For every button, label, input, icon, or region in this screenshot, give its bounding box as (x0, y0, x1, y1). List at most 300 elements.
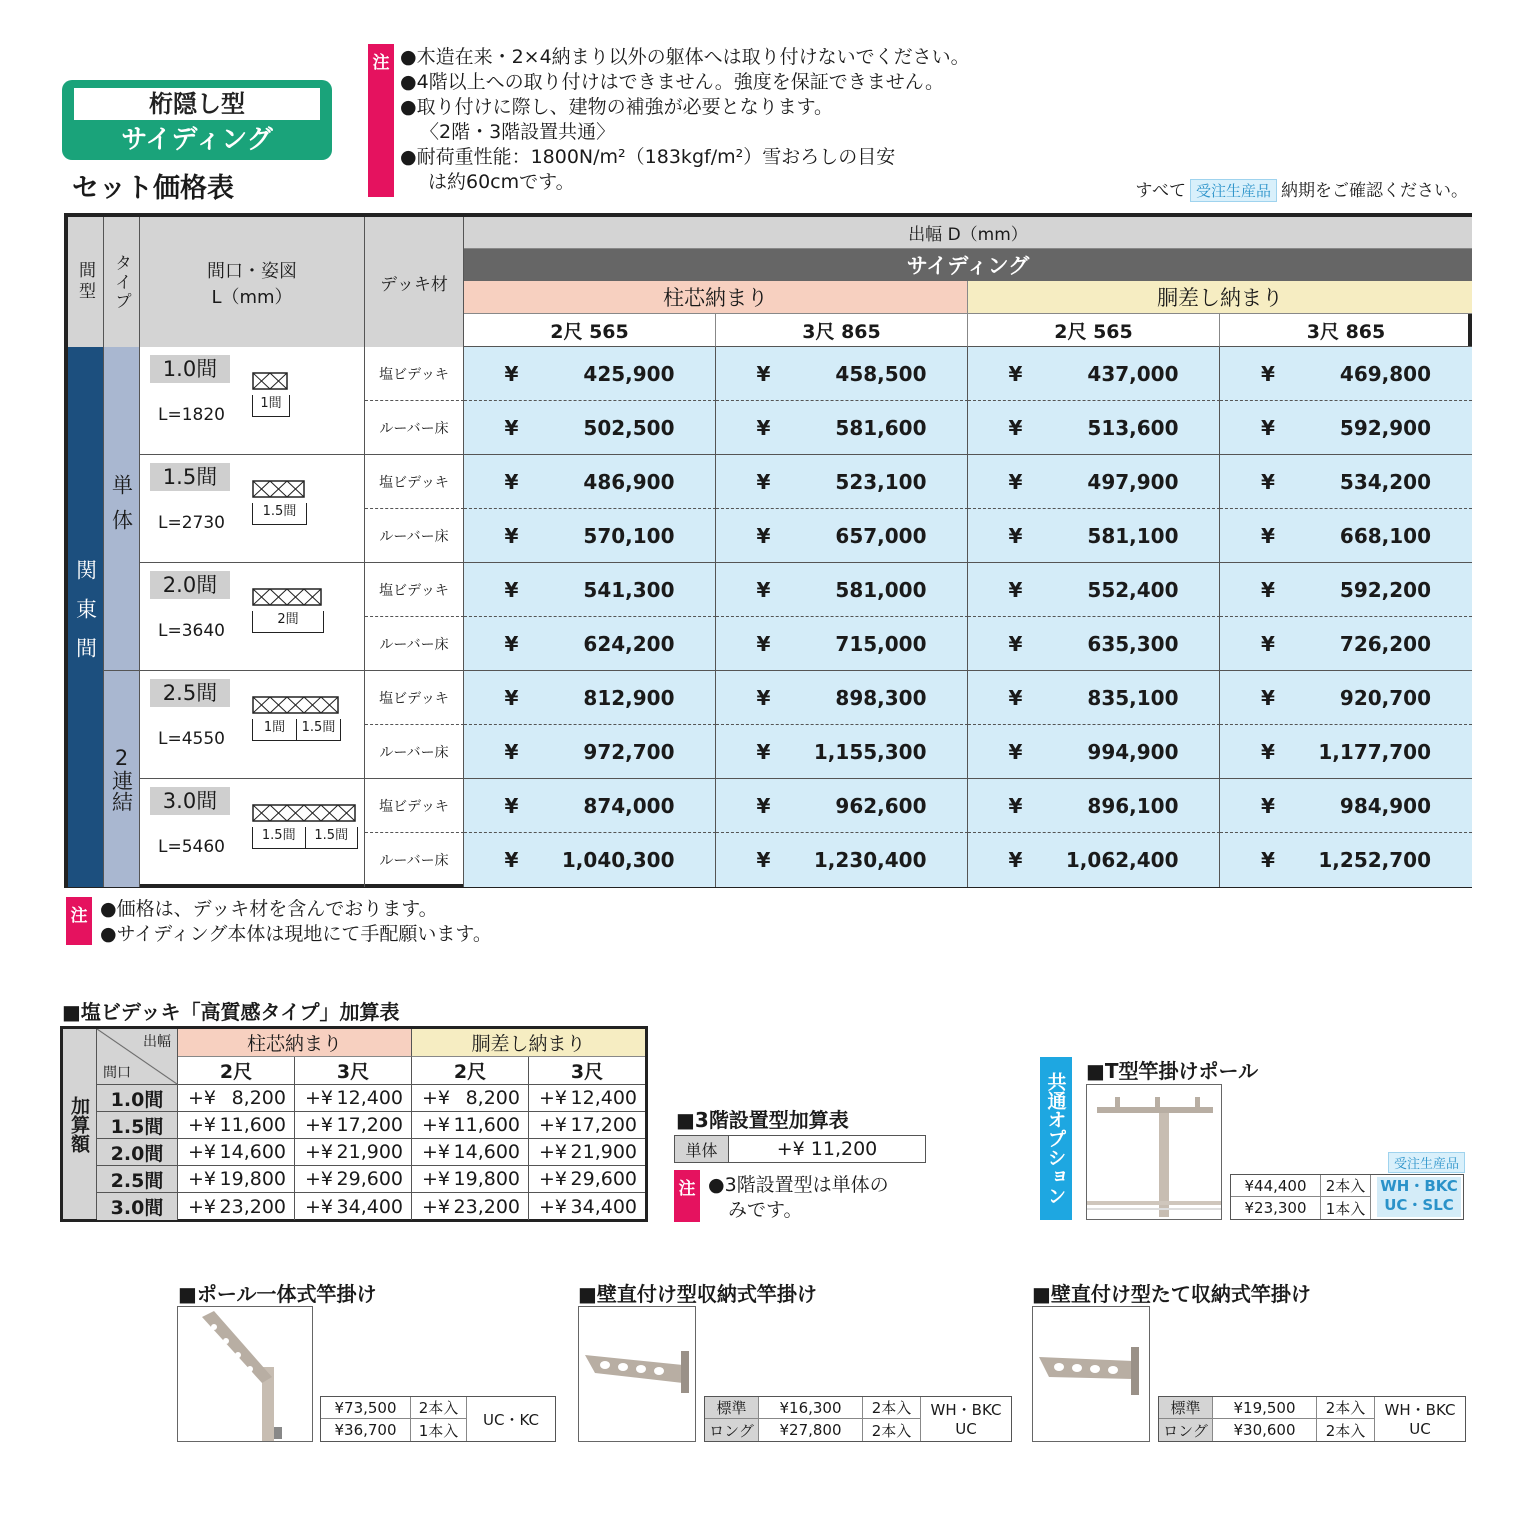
t-pole-price: ¥23,300 (1231, 1197, 1321, 1219)
price-value: 497,900 (1087, 469, 1179, 494)
add-price-value: 17,200 (570, 1114, 637, 1136)
price-value: 469,800 (1339, 361, 1431, 386)
header-type-text: タイプ (111, 253, 131, 311)
price-cell (464, 455, 716, 509)
add-price-value: 11,600 (219, 1114, 286, 1136)
price-cell (1220, 455, 1472, 509)
currency-symbol: ¥ (504, 848, 519, 872)
size-cell (140, 563, 365, 671)
add-price-value: 29,600 (336, 1168, 403, 1190)
t-pole-qty: 1本入 (1321, 1197, 1371, 1219)
deck-type-label: 塩ビデッキ (365, 455, 464, 509)
note-line: ●木造在来・2×4納まり以外の躯体へは取り付けないでください。 (400, 46, 970, 68)
price-cell (968, 779, 1220, 833)
deck-type-label: ルーバー床 (365, 401, 464, 455)
header-deck (365, 217, 464, 347)
note-line: ●サイディング本体は現地にて手配願います。 (100, 923, 492, 945)
layout-figure-frame (252, 587, 324, 607)
price-value: 437,000 (1087, 361, 1179, 386)
currency-symbol: ¥ (756, 685, 771, 710)
wall-vertical-hanger-qty: 2本入 (1317, 1419, 1375, 1441)
price-value: 1,040,300 (561, 848, 675, 872)
depth-header: 3尺 865 (716, 313, 968, 347)
wall-hanger-qty: 2本入 (863, 1419, 921, 1441)
price-value: 458,500 (835, 361, 927, 386)
note-line: ●耐荷重性能：1800N/m²（183kgf/m²）雪おろしの目安 (400, 146, 896, 168)
add-price-cell (529, 1166, 645, 1193)
price-cell (464, 779, 716, 833)
header-group-b-text: 胴差し納まり (1157, 286, 1283, 310)
currency-symbol: ¥ (1008, 739, 1023, 764)
add-price-prefix: +¥ (422, 1168, 451, 1190)
add-group-a-text: 柱芯納まり (246, 1033, 342, 1055)
t-pole-mto-badge: 受注生産品 (1388, 1152, 1465, 1173)
price-value: 502,500 (583, 415, 675, 440)
currency-symbol: ¥ (1008, 631, 1023, 656)
common-option-label (1040, 1057, 1072, 1220)
add-price-cell (529, 1139, 645, 1166)
currency-symbol: ¥ (756, 631, 771, 656)
wall-hanger-colors-line: WH・BKC (930, 1401, 1002, 1419)
price-value: 896,100 (1087, 793, 1179, 818)
add-size-label: 3.0間 (97, 1193, 178, 1220)
t-pole-qty: 2本入 (1321, 1175, 1371, 1197)
price-value: 1,062,400 (1065, 848, 1179, 872)
currency-symbol: ¥ (1261, 577, 1275, 602)
third-floor-value: +¥ 11,200 (776, 1138, 878, 1160)
price-value: 874,000 (583, 793, 675, 818)
currency-symbol: ¥ (504, 739, 519, 764)
add-price-cell (412, 1139, 529, 1166)
price-cell (1220, 671, 1472, 725)
add-price-prefix: +¥ (422, 1114, 451, 1136)
price-cell (716, 455, 968, 509)
note-label-text: 注 (70, 906, 88, 926)
wall-hanger-colors-line: UC (955, 1420, 977, 1438)
third-floor-note-line: みです。 (728, 1199, 803, 1221)
add-group-b-text: 胴差し納まり (471, 1033, 586, 1055)
wall-vertical-hanger-price: ¥19,500 (1213, 1397, 1317, 1419)
add-price-cell (529, 1193, 645, 1220)
badge-siding-label: サイディング (121, 125, 273, 155)
deck-type-label: ルーバー床 (365, 509, 464, 563)
pole-hanger-qty: 2本入 (411, 1397, 467, 1419)
add-price-cell (178, 1166, 295, 1193)
dimension-labels (252, 503, 307, 525)
dimension-labels (252, 827, 358, 849)
price-value: 657,000 (835, 523, 927, 548)
dimension-label: 1.5間 (296, 719, 341, 741)
price-cell (1220, 509, 1472, 563)
top-notes (400, 45, 970, 195)
price-value: 552,400 (1087, 577, 1179, 602)
currency-symbol: ¥ (504, 577, 519, 602)
size-cell (140, 779, 365, 887)
t-pole-price: ¥44,400 (1231, 1175, 1321, 1197)
note-label-mid (66, 897, 92, 945)
wall-hanger-price: ¥27,800 (759, 1419, 863, 1441)
price-cell (1220, 725, 1472, 779)
dimension-label: 1.5間 (305, 827, 359, 849)
layout-figure-frame (252, 803, 358, 823)
price-value: 581,100 (1087, 523, 1179, 548)
pole-hanger-title: ■ポール一体式竿掛け (178, 1282, 377, 1306)
t-pole-title: ■T型竿掛けポール (1086, 1059, 1259, 1083)
add-price-cell (295, 1085, 412, 1112)
header-siding-text: サイディング (906, 254, 1030, 278)
currency-symbol: ¥ (504, 469, 519, 494)
add-price-cell (178, 1112, 295, 1139)
currency-symbol: ¥ (504, 361, 519, 386)
currency-symbol: ¥ (1008, 415, 1023, 440)
currency-symbol: ¥ (1008, 361, 1023, 386)
header-depth-text: 出幅 D（mm） (908, 225, 1028, 245)
set-price-table (64, 213, 1472, 888)
price-value: 570,100 (583, 523, 675, 548)
add-price-value: 19,800 (453, 1168, 520, 1190)
size-badge: 1.0間 (150, 355, 230, 383)
add-price-value: 17,200 (336, 1114, 403, 1136)
deck-type-label: ルーバー床 (365, 833, 464, 887)
wall-hanger-price: ¥16,300 (759, 1397, 863, 1419)
dimension-label: 1.5間 (252, 503, 307, 525)
wall-hanger-variant: 標準 (705, 1397, 759, 1419)
price-value: 962,600 (835, 793, 927, 818)
mid-notes (100, 897, 492, 947)
add-price-prefix: +¥ (188, 1195, 217, 1218)
add-price-prefix: +¥ (539, 1087, 568, 1109)
type-single-cell: 単体 (104, 347, 140, 671)
t-pole-illustration (1087, 1085, 1221, 1219)
currency-symbol: ¥ (756, 469, 771, 494)
currency-symbol: ¥ (1008, 848, 1023, 872)
price-value: 994,900 (1087, 739, 1179, 764)
price-value: 1,177,700 (1318, 739, 1431, 764)
price-cell (464, 725, 716, 779)
depth-header: 2尺 565 (968, 313, 1220, 347)
wall-vertical-hanger-variant: 標準 (1159, 1397, 1213, 1419)
price-cell (716, 617, 968, 671)
header-type (104, 217, 140, 347)
currency-symbol: ¥ (1008, 577, 1023, 602)
wall-vertical-hanger-title: ■壁直付け型たて収納式竿掛け (1032, 1282, 1311, 1306)
add-price-value: 23,200 (453, 1195, 520, 1218)
mto-prefix: すべて (1135, 181, 1186, 201)
add-price-value: 12,400 (570, 1087, 637, 1109)
layout-figure (252, 803, 358, 863)
layout-figure (252, 587, 324, 647)
add-side-label (63, 1029, 97, 1219)
price-cell (968, 671, 1220, 725)
header-maken-text: 間型 (75, 261, 95, 303)
price-value: 425,900 (583, 361, 675, 386)
price-value: 1,230,400 (813, 848, 927, 872)
third-floor-note-line: ●3階設置型は単体の (708, 1174, 889, 1196)
add-price-value: 34,400 (570, 1195, 637, 1218)
dimension-labels (252, 395, 290, 417)
add-price-value: 23,200 (219, 1195, 286, 1218)
note-label-top (368, 44, 394, 197)
add-price-cell (412, 1193, 529, 1220)
add-price-prefix: +¥ (188, 1114, 217, 1136)
add-price-cell (529, 1112, 645, 1139)
wall-hanger-price-table (704, 1396, 1012, 1442)
add-price-prefix: +¥ (188, 1141, 217, 1163)
price-value: 592,900 (1339, 415, 1431, 440)
wall-vertical-hanger-price: ¥30,600 (1213, 1419, 1317, 1441)
add-price-prefix: +¥ (305, 1168, 334, 1190)
price-value: 624,200 (583, 631, 675, 656)
price-cell (716, 347, 968, 401)
price-value: 920,700 (1339, 685, 1431, 710)
price-value: 984,900 (1339, 793, 1431, 818)
add-price-prefix: +¥ (305, 1195, 334, 1218)
add-price-prefix: +¥ (305, 1141, 334, 1163)
note-label-text: 注 (372, 53, 390, 73)
price-cell (968, 833, 1220, 887)
currency-symbol: ¥ (1008, 523, 1023, 548)
length-label: L=2730 (158, 513, 225, 533)
layout-figure-frame (252, 371, 290, 391)
wall-hanger-illustration (579, 1307, 695, 1441)
add-size-label: 1.0間 (97, 1085, 178, 1112)
header-size (140, 217, 365, 347)
third-floor-note (708, 1173, 889, 1223)
add-size-label: 2.0間 (97, 1139, 178, 1166)
wall-vertical-hanger-variant: ロング (1159, 1419, 1213, 1441)
add-price-prefix: +¥ (188, 1087, 217, 1109)
add-price-value: 8,200 (465, 1087, 520, 1109)
price-value: 523,100 (835, 469, 927, 494)
layout-figure (252, 695, 341, 755)
header-depth (464, 217, 1472, 249)
add-price-value: 34,400 (336, 1195, 403, 1218)
price-cell (968, 509, 1220, 563)
add-price-prefix: +¥ (305, 1087, 334, 1109)
t-pole-image (1086, 1084, 1222, 1220)
price-cell (1220, 401, 1472, 455)
price-value: 581,000 (835, 577, 927, 602)
add-price-cell (412, 1166, 529, 1193)
price-value: 581,600 (835, 415, 927, 440)
wall-hanger-qty: 2本入 (863, 1397, 921, 1419)
price-cell (968, 455, 1220, 509)
price-cell (464, 509, 716, 563)
add-price-cell (295, 1166, 412, 1193)
price-cell (464, 347, 716, 401)
header-group-b (968, 281, 1472, 313)
currency-symbol: ¥ (504, 523, 519, 548)
price-cell (716, 671, 968, 725)
add-price-value: 8,200 (231, 1087, 286, 1109)
price-cell (1220, 617, 1472, 671)
currency-symbol: ¥ (1261, 469, 1275, 494)
region-cell: 関東間 (68, 347, 104, 887)
add-price-table (60, 1026, 648, 1222)
mto-suffix: 納期をご確認ください。 (1281, 181, 1468, 201)
price-cell (968, 563, 1220, 617)
deck-type-label: 塩ビデッキ (365, 671, 464, 725)
price-value: 715,000 (835, 631, 927, 656)
header-size-line2: L（mm） (211, 287, 293, 308)
add-corner (97, 1029, 178, 1085)
add-price-value: 12,400 (336, 1087, 403, 1109)
add-price-cell (178, 1085, 295, 1112)
wall-hanger-image (578, 1306, 696, 1442)
third-floor-label: 単体 (675, 1136, 729, 1162)
t-pole-colors (1377, 1177, 1461, 1217)
currency-symbol: ¥ (1261, 361, 1275, 386)
size-badge: 1.5間 (150, 463, 230, 491)
wall-hanger-colors (921, 1401, 1011, 1441)
header-deck-text: デッキ材 (380, 274, 448, 295)
currency-symbol: ¥ (504, 415, 519, 440)
third-floor-title: ■3階設置型加算表 (676, 1108, 849, 1132)
add-price-prefix: +¥ (422, 1195, 451, 1218)
currency-symbol: ¥ (1008, 685, 1023, 710)
wall-hanger-title: ■壁直付け型収納式竿掛け (578, 1282, 817, 1306)
price-cell (1220, 833, 1472, 887)
price-value: 1,252,700 (1318, 848, 1431, 872)
price-cell (968, 617, 1220, 671)
dimension-label: 2間 (252, 611, 324, 633)
dimension-label: 1間 (252, 719, 296, 741)
price-value: 668,100 (1339, 523, 1431, 548)
add-depth-header: 2尺 (412, 1057, 529, 1085)
pole-hanger-price: ¥73,500 (321, 1397, 411, 1419)
currency-symbol: ¥ (1261, 685, 1275, 710)
header-siding (464, 249, 1472, 281)
add-price-value: 21,900 (570, 1141, 637, 1163)
type-double-cell: 2連結 (104, 671, 140, 887)
length-label: L=5460 (158, 837, 225, 857)
third-floor-table (674, 1135, 926, 1163)
add-group-a (178, 1029, 412, 1057)
currency-symbol: ¥ (756, 577, 771, 602)
price-cell (716, 779, 968, 833)
price-cell (464, 401, 716, 455)
made-to-order-badge: 受注生産品 (1190, 179, 1277, 202)
size-cell (140, 455, 365, 563)
pole-hanger-price-table (320, 1396, 556, 1442)
add-price-prefix: +¥ (305, 1114, 334, 1136)
price-value: 812,900 (583, 685, 675, 710)
depth-header: 2尺 565 (464, 313, 716, 347)
add-price-prefix: +¥ (539, 1195, 568, 1218)
t-pole-colors-line: UC・SLC (1384, 1196, 1454, 1214)
wall-vertical-hanger-qty: 2本入 (1317, 1397, 1375, 1419)
header-group-a (464, 281, 968, 313)
header-group-a-text: 柱芯納まり (663, 286, 768, 310)
price-cell (968, 347, 1220, 401)
dimension-labels (252, 719, 341, 741)
add-price-prefix: +¥ (539, 1141, 568, 1163)
add-price-cell (178, 1193, 295, 1220)
price-value: 534,200 (1339, 469, 1431, 494)
layout-figure (252, 371, 290, 431)
currency-symbol: ¥ (1261, 523, 1275, 548)
price-value: 513,600 (1087, 415, 1179, 440)
add-size-label: 1.5間 (97, 1112, 178, 1139)
t-pole-colors-line: WH・BKC (1380, 1177, 1458, 1195)
note-label-3f (674, 1170, 700, 1222)
add-depth-header: 2尺 (178, 1057, 295, 1085)
price-cell (716, 509, 968, 563)
add-price-prefix: +¥ (539, 1168, 568, 1190)
price-value: 726,200 (1339, 631, 1431, 656)
add-price-cell (295, 1112, 412, 1139)
wall-vertical-hanger-image (1032, 1306, 1150, 1442)
t-pole-price-table (1230, 1174, 1464, 1220)
wall-vertical-hanger-illustration (1033, 1307, 1149, 1441)
add-price-value: 14,600 (453, 1141, 520, 1163)
price-value: 835,100 (1087, 685, 1179, 710)
currency-symbol: ¥ (504, 793, 519, 818)
add-price-cell (412, 1112, 529, 1139)
price-value: 635,300 (1087, 631, 1179, 656)
add-size-label: 2.5間 (97, 1166, 178, 1193)
size-badge: 2.0間 (150, 571, 230, 599)
add-price-prefix: +¥ (539, 1114, 568, 1136)
currency-symbol: ¥ (756, 361, 771, 386)
layout-figure-frame (252, 695, 341, 715)
note-line: ●価格は、デッキ材を含んでおります。 (100, 898, 438, 920)
size-badge: 3.0間 (150, 787, 230, 815)
add-price-value: 19,800 (219, 1168, 286, 1190)
pole-hanger-qty: 1本入 (411, 1419, 467, 1441)
currency-symbol: ¥ (756, 739, 771, 764)
add-price-prefix: +¥ (188, 1168, 217, 1190)
currency-symbol: ¥ (504, 685, 519, 710)
add-price-value: 11,600 (453, 1114, 520, 1136)
price-value: 592,200 (1339, 577, 1431, 602)
price-value: 486,900 (583, 469, 675, 494)
currency-symbol: ¥ (1008, 793, 1023, 818)
price-cell (968, 401, 1220, 455)
currency-symbol: ¥ (756, 793, 771, 818)
page-title: セット価格表 (72, 173, 234, 204)
pole-hanger-price: ¥36,700 (321, 1419, 411, 1441)
currency-symbol: ¥ (1261, 793, 1275, 818)
add-price-cell (529, 1085, 645, 1112)
deck-type-label: 塩ビデッキ (365, 563, 464, 617)
pole-hanger-colors: UC・KC (483, 1410, 539, 1429)
add-price-value: 21,900 (336, 1141, 403, 1163)
price-cell (716, 725, 968, 779)
wall-vertical-hanger-colors (1375, 1401, 1465, 1441)
dimension-label: 1.5間 (252, 827, 305, 849)
price-cell (1220, 779, 1472, 833)
dimension-labels (252, 611, 324, 633)
price-cell (716, 401, 968, 455)
price-value: 1,155,300 (813, 739, 927, 764)
note-line: ●取り付けに際し、建物の補強が必要となります。 (400, 96, 834, 118)
add-depth-header: 3尺 (295, 1057, 412, 1085)
pole-hanger-image (177, 1306, 313, 1442)
size-cell (140, 671, 365, 779)
add-price-prefix: +¥ (422, 1141, 451, 1163)
size-cell (140, 347, 365, 455)
wall-hanger-variant: ロング (705, 1419, 759, 1441)
currency-symbol: ¥ (1261, 415, 1275, 440)
deck-type-label: 塩ビデッキ (365, 779, 464, 833)
price-cell (1220, 347, 1472, 401)
note-line: は約60cmです。 (428, 171, 575, 193)
add-corner-top: 出幅 (143, 1034, 171, 1050)
price-cell (716, 833, 968, 887)
add-price-cell (295, 1193, 412, 1220)
header-maken (68, 217, 104, 347)
